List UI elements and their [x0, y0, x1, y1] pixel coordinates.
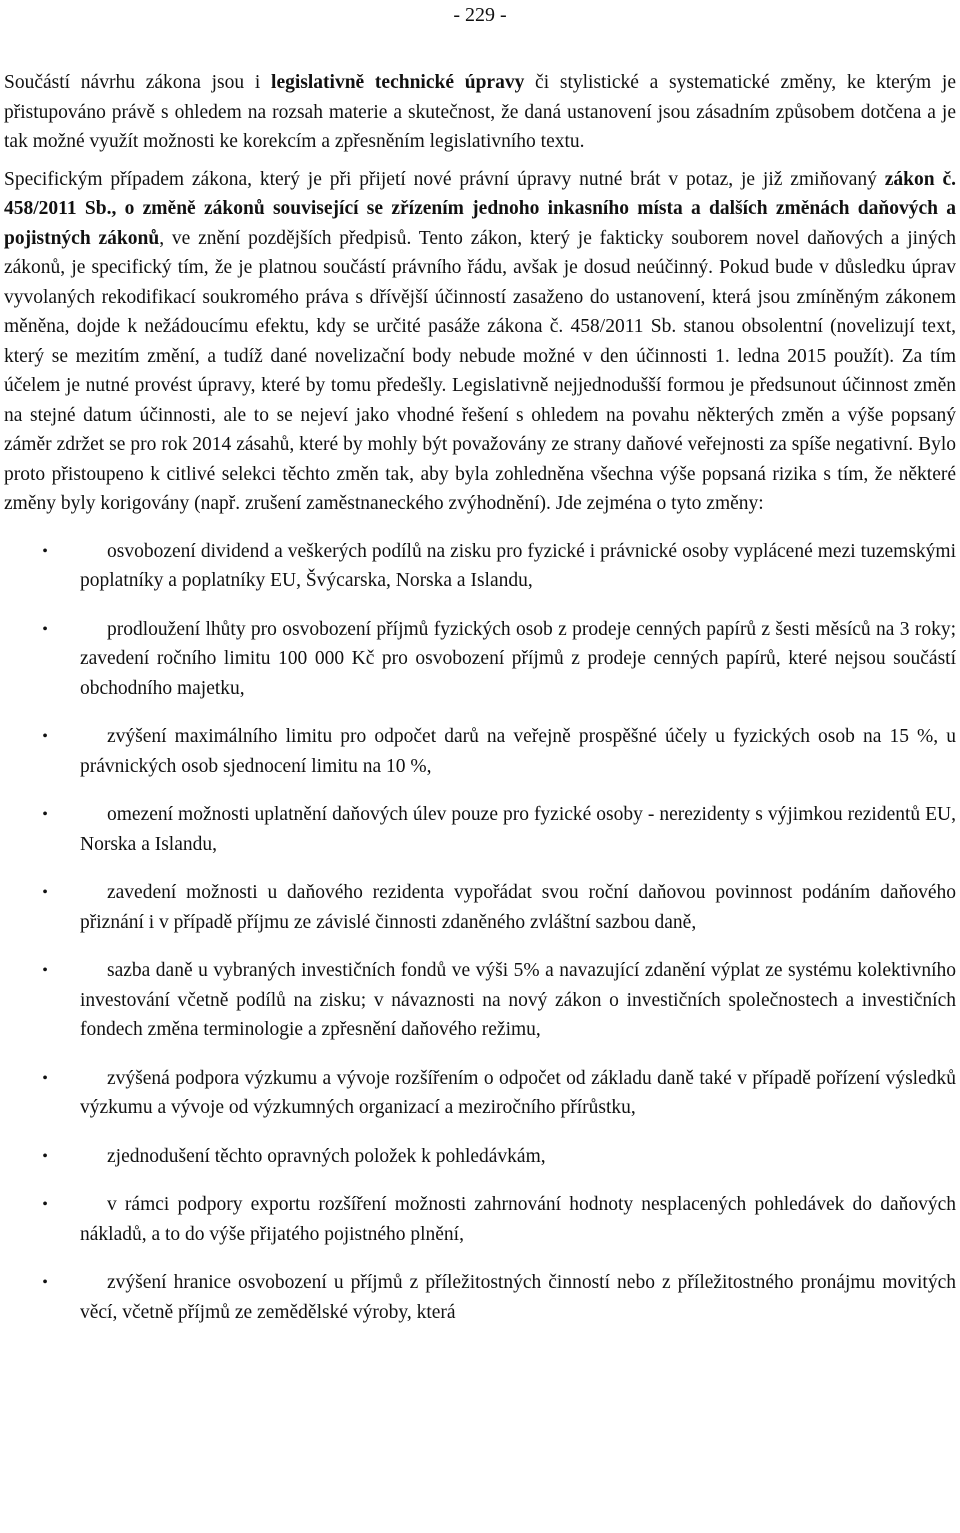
document-body — [4, 68, 956, 1346]
list-item-text: zvýšení hranice osvobození u příjmů z příležitostných činností nebo z příležitostného pronájmu movitých věcí, včetně příjmů ze zemědělské výroby, která — [80, 1272, 956, 1323]
bold-law-title: zákon č. 458/2011 Sb., o změně zákonů související se zřízením jednoho inkasního místa a dalších změnách daňových a pojistných zákonů — [4, 168, 956, 249]
list-item — [4, 1190, 956, 1249]
list-item — [4, 722, 956, 781]
bullet-icon: • — [42, 728, 48, 745]
list-item-text: v rámci podpory exportu rozšíření možnosti zahrnování hodnoty nesplacených pohledávek do daňových nákladů, a to do výše přijatého pojistného plnění, — [80, 1194, 956, 1245]
list-item — [4, 956, 956, 1045]
paragraph-text: či stylistické a systematické změny, ke kterým je přistupováno právě s ohledem na rozsah materie a skutečnost, že daná ustanovení jsou zásadním způsobem dotčena a je tak možné využít možnosti ke korekcím a zpřesněním legislativního textu. — [4, 72, 956, 152]
list-item — [4, 537, 956, 596]
page-number: - 229 - — [453, 4, 507, 26]
paragraph-law-458-2011 — [4, 165, 956, 519]
list-item — [4, 1268, 956, 1327]
list-item — [4, 1142, 956, 1172]
list-item-text: zvýšená podpora výzkumu a vývoje rozšířením o odpočet od základu daně také v případě pořízení výsledků výzkumu a vývoje od výzkumných organizací a meziročního přírůstku, — [80, 1067, 956, 1118]
list-item — [4, 878, 956, 937]
list-item-text: zavedení možnosti u daňového rezidenta vypořádat svou roční daňovou povinnost podáním daňového přiznání i v případě příjmu ze závislé činnosti zdaněného zvláštní sazbou daně, — [80, 882, 956, 933]
bullet-icon: • — [42, 1196, 48, 1213]
list-item-text: omezení možnosti uplatnění daňových úlev pouze pro fyzické osoby - nerezidenty s výjimkou rezidentů EU, Norska a Islandu, — [80, 804, 956, 855]
bullet-icon: • — [42, 806, 48, 823]
bullet-icon: • — [42, 962, 48, 979]
list-item-text: prodloužení lhůty pro osvobození příjmů fyzických osob z prodeje cenných papírů z šesti měsíců na 3 roky; zavedení ročního limitu 100 000 Kč pro osvobození příjmů z prodeje cenných papírů, které nejsou součástí obchodního majetku, — [80, 618, 956, 699]
paragraph-text: Specifickým případem zákona, který je při přijetí nové právní úpravy nutné brát v potaz, je již zmiňovaný — [4, 168, 885, 190]
list-item — [4, 615, 956, 704]
bullet-icon: • — [42, 1274, 48, 1291]
bullet-icon: • — [42, 620, 48, 638]
list-item — [4, 800, 956, 859]
bullet-icon: • — [42, 542, 48, 560]
changes-list — [4, 537, 956, 1328]
paragraph-legislative-changes — [4, 68, 956, 157]
list-item-text: osvobození dividend a veškerých podílů na zisku pro fyzické i právnické osoby vyplácené mezi tuzemskými poplatníky a poplatníky EU, Švýcarska, Norska a Islandu, — [80, 540, 956, 591]
bold-term: legislativně technické úpravy — [271, 72, 525, 93]
paragraph-text: Součástí návrhu zákona jsou i — [4, 72, 272, 93]
list-item-text: zvýšení maximálního limitu pro odpočet darů na veřejně prospěšné účely u fyzických osob na 15 %, u právnických osob sjednocení limitu na 10 %, — [80, 726, 956, 777]
bullet-icon: • — [42, 1069, 48, 1087]
bullet-icon: • — [42, 884, 48, 901]
list-item-text: sazba daně u vybraných investičních fondů ve výši 5% a navazující zdanění výplat ze systému kolektivního investování včetně podílů na zisku; v návaznosti na nový zákon o investičních společnostech a investičních fondech změna terminologie a zpřesnění daňového režimu, — [80, 960, 956, 1040]
bullet-icon: • — [42, 1147, 48, 1165]
list-item — [4, 1064, 956, 1123]
list-item-text: zjednodušení těchto opravných položek k pohledávkám, — [107, 1145, 546, 1167]
paragraph-text: , ve znění pozdějších předpisů. Tento zákon, který je fakticky souborem novel daňových a jiných zákonů, je specifický tím, že je platnou součástí právního řádu, avšak je dosud neúčinný. Pokud bude v důsledku úprav vyvolaných rekodifikací soukromého práva s dřívější účinností zasaženo do ustanovení, která jsou zmíněným zákonem měněna, dojde k nežádoucímu efektu, kdy se určité pasáže zákona č. 458/2011 Sb. stanou obsolentní (novelizují text, který se mezitím změní, a tudíž dané novelizační body nebude možné v den účinnosti 1. ledna 2015 použít). Za tím účelem je nutné provést úpravy, které by tomu předešly. Legislativně nejjednodušší formou je předsunout účinnost změn na stejné datum účinnosti, ale to se nejeví jako vhodné řešení s ohledem na povahu některých změn a výše popsaný záměr zdržet se pro rok 2014 zásahů, které by mohly být považovány ze strany daňové veřejnosti za spíše negativní. Bylo proto přistoupeno k citlivé selekci těchto změn tak, aby byla zohledněna všechna výše popsaná rizika s tím, že některé změny byly korigovány (např. zrušení zaměstnaneckého zvýhodnění). Jde zejména o tyto změny: — [4, 227, 956, 514]
